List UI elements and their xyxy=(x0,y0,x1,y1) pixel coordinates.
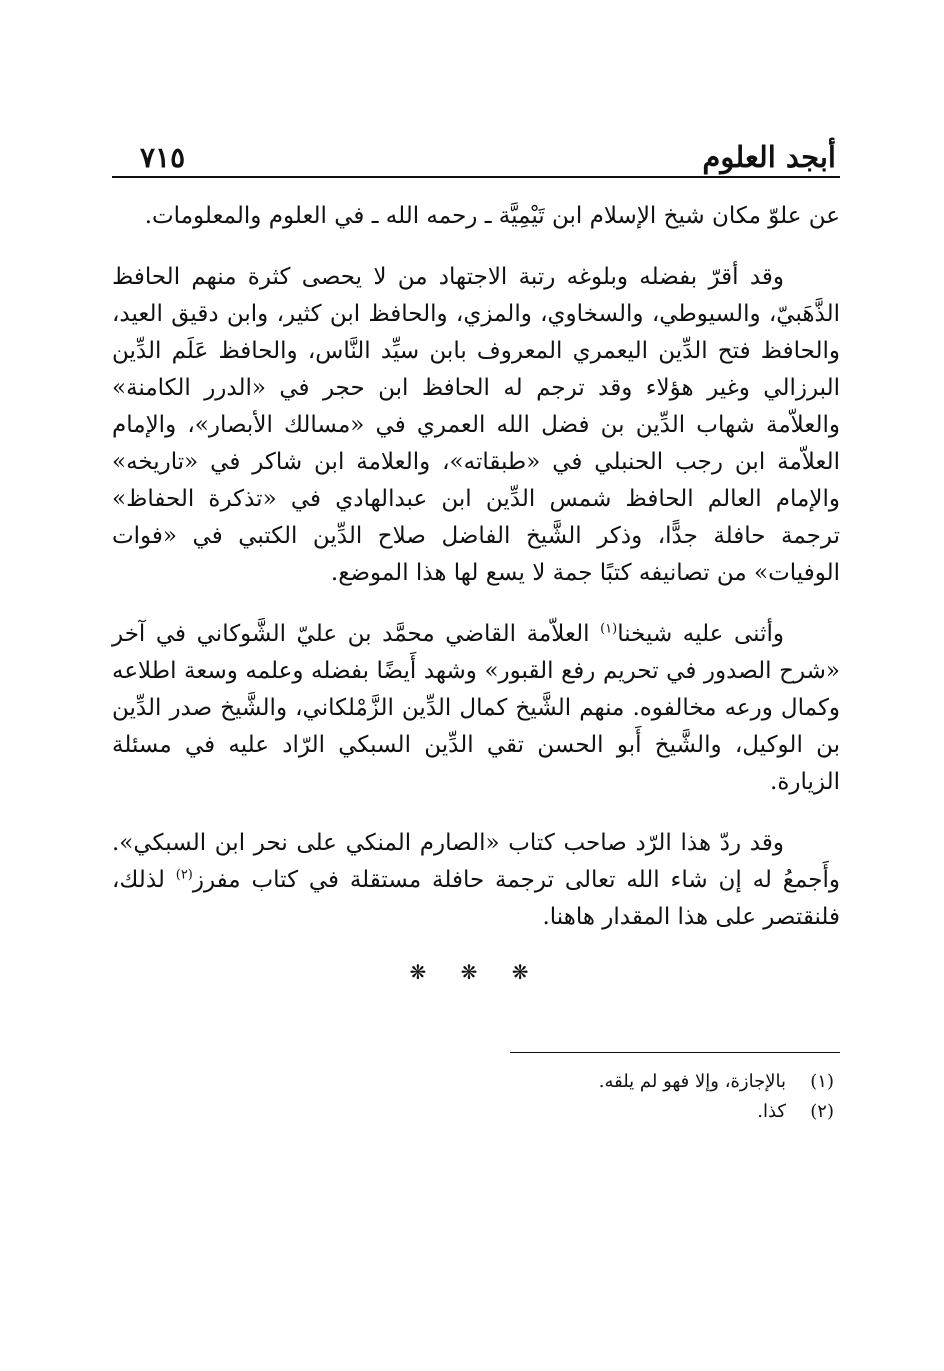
footnote-2 xyxy=(112,1097,840,1127)
paragraph-1: عن علوّ مكان شيخ الإسلام ابن تَيْمِيَّة ـ رحمه الله ـ في العلوم والمعلومات. xyxy=(144,203,840,229)
footnotes xyxy=(112,1067,840,1127)
book-page xyxy=(112,128,840,1127)
page-number: ٧١٥ xyxy=(140,141,186,174)
paragraph-4-text-end: لذلك، فلنقتصر على هذا المقدار هاهنا. xyxy=(112,867,840,930)
paragraph-4-text-start: وقد ردّ هذا الرّد صاحب كتاب «الصارم المنكي على نحر ابن السبكي». وأَجمعُ له إن شاء الله تعالى ترجمة حافلة مستقلة في كتاب مفرز xyxy=(112,830,840,893)
main-text xyxy=(112,198,840,936)
footnote-1-text: بالإجازة، وإلا فهو لم يلقه. xyxy=(598,1071,786,1092)
running-title: أبجد العلوم xyxy=(702,140,836,174)
footnote-2-mark: (٢) xyxy=(810,1101,834,1122)
footnote-ref-1[interactable]: (١) xyxy=(600,621,618,637)
footnote-divider xyxy=(510,1052,840,1053)
page-header xyxy=(112,128,840,178)
paragraph-2: وقد أقرّ بفضله وبلوغه رتبة الاجتهاد من لا يحصى كثرة منهم الحافظ الذَّهَبيّ، والسيوطي، والسخاوي، والمزي، والحافظ ابن كثير، وابن دقيق العيد، والحافظ فتح الدِّين اليعمري المعروف بابن سيِّد النَّاس، والحافظ عَلَم الدِّين البرزالي وغير هؤلاء وقد ترجم له الحافظ ابن حجر في «الدرر الكامنة» والعلاّمة شهاب الدِّين بن فضل الله العمري في «مسالك الأبصار»، والإمام العلاّمة ابن رجب الحنبلي في «طبقاته»، والعلامة ابن شاكر في «تاريخه» والإمام العالم الحافظ شمس الدِّين ابن عبدالهادي في «تذكرة الحفاظ» ترجمة حافلة جدًّا، وذكر الشَّيخ الفاضل صلاح الدِّين الكتبي في «فوات الوفيات» من تصانيفه كتبًا جمة لا يسع لها هذا الموضع. xyxy=(112,264,840,586)
paragraph-3 xyxy=(112,616,840,801)
section-separator: ❋ ❋ ❋ xyxy=(409,960,543,984)
paragraph-3-text-end: العلاّمة القاضي محمَّد بن عليّ الشَّوكاني في آخر «شرح الصدور في تحريم رفع القبور» وشهد أَيضًا بفضله وعلمه وسعة اطلاعه وكمال ورعه مخالفوه. منهم الشَّيخ كمال الدِّين الزَّمْلكاني، والشَّيخ صدر الدِّين بن الوكيل، والشَّيخ أَبو الحسن تقي الدِّين السبكي الرّاد عليه في مسئلة الزيارة. xyxy=(112,621,840,795)
paragraph-4 xyxy=(112,825,840,936)
footnote-1-mark: (١) xyxy=(810,1071,834,1092)
footnote-1 xyxy=(112,1067,840,1097)
paragraph-3-text-start: وأثنى عليه شيخنا xyxy=(617,621,785,647)
footnote-ref-2[interactable]: (٢) xyxy=(175,867,193,883)
footnote-2-text: كذا. xyxy=(757,1101,786,1122)
